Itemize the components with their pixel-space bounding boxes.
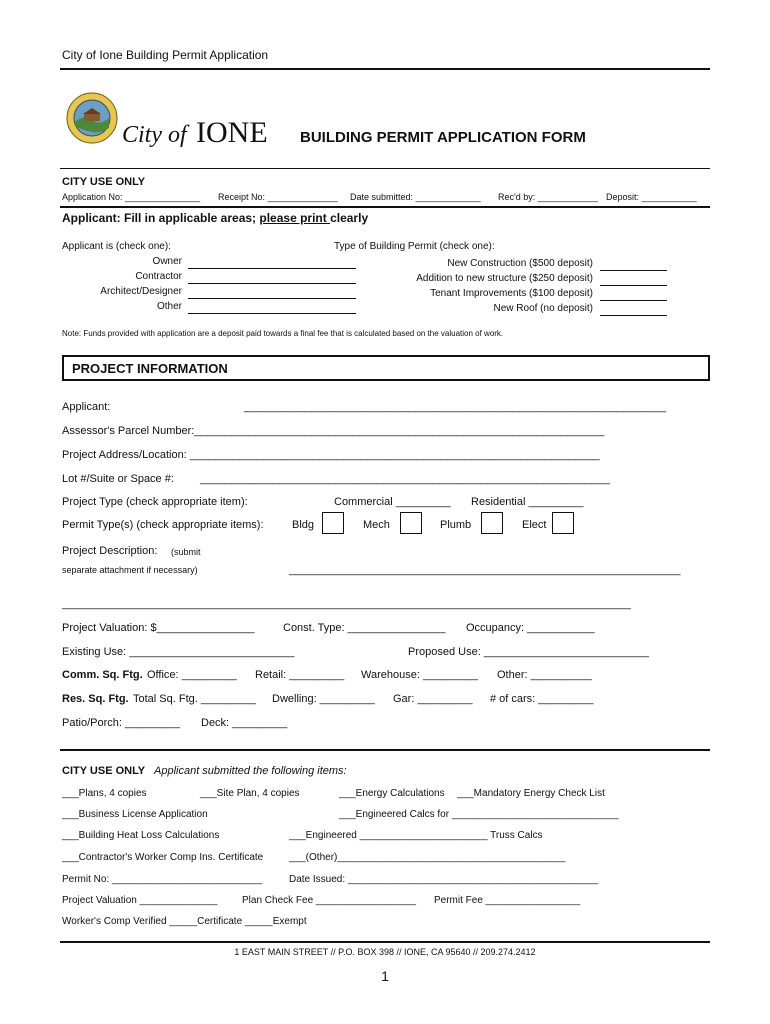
submitted-items-subtitle: Applicant submitted the following items: — [154, 765, 347, 777]
applicant-is-label: Applicant is (check one): — [62, 241, 171, 252]
heat-loss-item[interactable]: ___Building Heat Loss Calculations — [62, 830, 220, 841]
plans-item[interactable]: ___Plans, 4 copies — [62, 788, 147, 799]
recd-by-field[interactable]: Rec'd by: ____________ — [498, 192, 598, 202]
role-other-line[interactable] — [188, 301, 356, 314]
role-architect-line[interactable] — [188, 286, 356, 299]
permit-addition-label: Addition to new structure ($250 deposit) — [416, 273, 593, 284]
bldg-label: Bldg — [292, 519, 315, 531]
role-contractor-label: Contractor — [135, 271, 182, 282]
other-sqft-field[interactable]: Other: __________ — [497, 669, 592, 681]
role-owner-label: Owner — [152, 256, 182, 267]
energy-checklist-item[interactable]: ___Mandatory Energy Check List — [457, 788, 605, 799]
garage-field[interactable]: Gar: _________ — [393, 693, 473, 705]
residential-option[interactable]: Residential _________ — [471, 496, 584, 508]
project-information-heading: PROJECT INFORMATION — [72, 361, 228, 376]
date-issued-field[interactable]: Date Issued: _____________________________________________ — [289, 874, 599, 885]
permit-roof-line[interactable] — [600, 303, 667, 316]
submit-note: (submit — [171, 547, 201, 557]
plan-check-fee-field[interactable]: Plan Check Fee __________________ — [242, 895, 417, 906]
permit-tenant-label: Tenant Improvements ($100 deposit) — [430, 288, 593, 299]
page-number: 1 — [381, 968, 389, 984]
const-type-field[interactable]: Const. Type: ________________ — [283, 622, 446, 634]
description-input[interactable]: ________________________________________________________________ — [289, 564, 681, 576]
bldg-checkbox[interactable] — [322, 512, 344, 534]
business-license-item[interactable]: ___Business License Application — [62, 809, 208, 820]
warehouse-field[interactable]: Warehouse: _________ — [361, 669, 479, 681]
permit-new-construction-line[interactable] — [600, 258, 667, 271]
total-sqft-field[interactable]: Total Sq. Ftg. _________ — [133, 693, 256, 705]
permit-type-label: Type of Building Permit (check one): — [334, 241, 495, 252]
role-other-label: Other — [156, 301, 182, 312]
permit-new-construction-label: New Construction ($500 deposit) — [447, 258, 593, 269]
mech-checkbox[interactable] — [400, 512, 422, 534]
project-valuation-field[interactable]: Project Valuation: $________________ — [62, 622, 255, 634]
applicant-instruction: Applicant: Fill in applicable areas; please print clearly — [62, 211, 369, 225]
cars-field[interactable]: # of cars: _________ — [490, 693, 594, 705]
parcel-number-field[interactable]: Assessor's Parcel Number:___________________________________________________________________ — [62, 425, 605, 437]
role-contractor-line[interactable] — [188, 271, 356, 284]
deposit-note: Note: Funds provided with application are a deposit paid towards a final fee that is calculated based on the valuation of work. — [62, 329, 504, 338]
commercial-option[interactable]: Commercial _________ — [334, 496, 451, 508]
comm-sqft-label: Comm. Sq. Ftg. — [62, 669, 143, 681]
project-type-label: Project Type (check appropriate item): — [62, 496, 248, 508]
engineered-truss-item[interactable]: ___Engineered _______________________ Truss Calcs — [289, 830, 543, 841]
lot-suite-input[interactable]: ___________________________________________________________________ — [200, 473, 610, 485]
workers-comp-verified-field[interactable]: Worker's Comp Verified _____Certificate _____Exempt — [62, 916, 307, 927]
energy-calcs-item[interactable]: ___Energy Calculations — [339, 788, 445, 799]
deposit-field[interactable]: Deposit: ___________ — [606, 192, 697, 202]
elect-label: Elect — [522, 519, 547, 531]
role-architect-label: Architect/Designer — [100, 286, 182, 297]
running-title: City of Ione Building Permit Application — [62, 48, 269, 62]
permit-tenant-line[interactable] — [600, 288, 667, 301]
header-rule — [60, 68, 710, 70]
applicant-input[interactable]: _____________________________________________________________________ — [244, 401, 667, 413]
proposed-use-field[interactable]: Proposed Use: ___________________________ — [408, 646, 649, 658]
lot-suite-label: Lot #/Suite or Space #: — [62, 473, 174, 485]
workers-comp-item[interactable]: ___Contractor's Worker Comp Ins. Certificate — [62, 852, 264, 863]
title-rule — [60, 168, 710, 169]
plumb-checkbox[interactable] — [481, 512, 503, 534]
existing-use-field[interactable]: Existing Use: ___________________________ — [62, 646, 295, 658]
city-seal-logo — [66, 92, 118, 144]
applicant-label: Applicant: — [62, 401, 111, 413]
footer-address: 1 EAST MAIN STREET // P.O. BOX 398 // IONE, CA 95640 // 209.274.2412 — [234, 947, 536, 957]
permit-no-field[interactable]: Permit No: ___________________________ — [62, 874, 263, 885]
application-no-field[interactable]: Application No: _______________ — [62, 192, 201, 202]
city-use-only-heading: CITY USE ONLY — [62, 176, 146, 188]
mech-label: Mech — [363, 519, 390, 531]
title-ione: IONE — [196, 116, 268, 149]
occupancy-field[interactable]: Occupancy: ___________ — [466, 622, 595, 634]
deck-field[interactable]: Deck: _________ — [201, 717, 288, 729]
form-title: BUILDING PERMIT APPLICATION FORM — [300, 129, 586, 146]
project-address-field[interactable]: Project Address/Location: ___________________________________________________________________ — [62, 449, 600, 461]
other-item[interactable]: ___(Other)_________________________________________ — [289, 852, 566, 863]
res-sqft-label: Res. Sq. Ftg. — [62, 693, 129, 705]
permit-types-label: Permit Type(s) (check appropriate items): — [62, 519, 264, 531]
engineered-calcs-item[interactable]: ___Engineered Calcs for ______________________________ — [339, 809, 619, 820]
project-valuation-fee-field[interactable]: Project Valuation ______________ — [62, 895, 218, 906]
role-owner-line[interactable] — [188, 256, 356, 269]
title-city-of: City of — [122, 122, 187, 148]
footer-rule — [60, 941, 710, 943]
attachment-note: separate attachment if necessary) — [62, 565, 198, 575]
receipt-no-field[interactable]: Receipt No: ______________ — [218, 192, 338, 202]
description-input-2[interactable]: _____________________________________________________________________________________________ — [62, 598, 631, 610]
city-use-rule — [60, 206, 710, 208]
permit-roof-label: New Roof (no deposit) — [493, 303, 593, 314]
permit-fee-field[interactable]: Permit Fee _________________ — [434, 895, 581, 906]
plumb-label: Plumb — [440, 519, 472, 531]
dwelling-field[interactable]: Dwelling: _________ — [272, 693, 375, 705]
patio-field[interactable]: Patio/Porch: _________ — [62, 717, 181, 729]
project-end-rule — [60, 749, 710, 751]
office-field[interactable]: Office: _________ — [147, 669, 237, 681]
retail-field[interactable]: Retail: _________ — [255, 669, 345, 681]
permit-addition-line[interactable] — [600, 273, 667, 286]
date-submitted-field[interactable]: Date submitted: _____________ — [350, 192, 481, 202]
city-use-only-bottom-heading: CITY USE ONLY — [62, 765, 146, 777]
site-plan-item[interactable]: ___Site Plan, 4 copies — [200, 788, 300, 799]
elect-checkbox[interactable] — [552, 512, 574, 534]
project-description-label: Project Description: — [62, 545, 158, 557]
